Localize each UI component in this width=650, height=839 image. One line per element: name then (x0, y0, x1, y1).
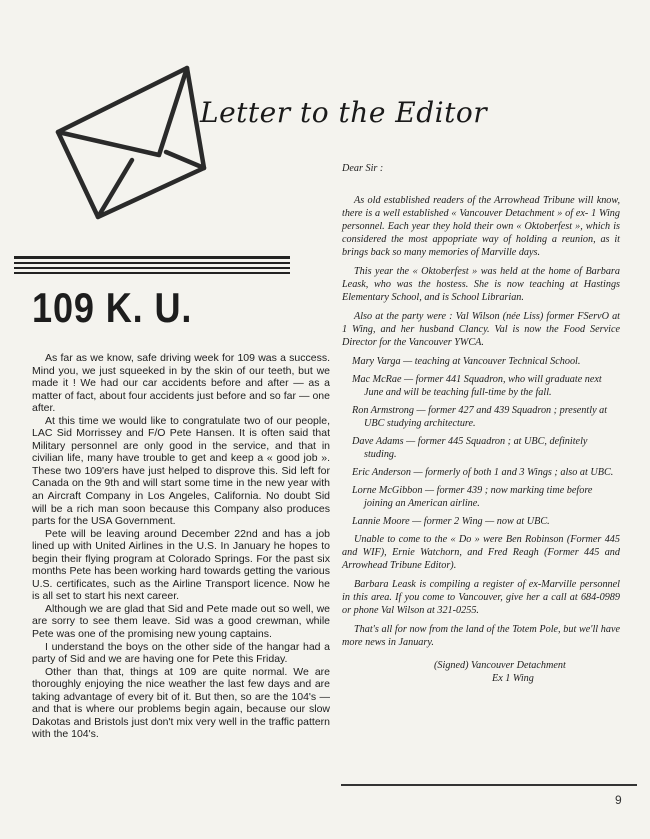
footer-rule (341, 784, 637, 786)
letter-salutation: Dear Sir : (342, 163, 384, 174)
attendee-item: Dave Adams — former 445 Squadron ; at UBC, definitely studing. (352, 436, 588, 460)
page-heading: Letter to the Editor (200, 96, 488, 129)
letter-paragraph: As old established readers of the Arrowhead Tribune will know, there is a well established « Vancouver Detachment » of ex- 1 Wing personnel. Each year they hold their own « Oktoberfest », which is considered the most appopriate way of holding a reunion, as it brings back so many memories of Marville days. (342, 195, 620, 258)
attendee-item: Lorne McGibbon — former 439 ; now marking time before joining an American airline. (352, 485, 593, 509)
attendee-item: Lannie Moore — former 2 Wing — now at UBC. (352, 516, 550, 527)
envelope-illustration (54, 62, 214, 222)
article-body (32, 352, 330, 741)
page-number: 9 (615, 793, 622, 807)
article-paragraph: Pete will be leaving around December 22nd and has a job lined up with United Airlines in the U.S. In January he hopes to begin their flying program at Colorado Springs. For the past six months Pete has been working hard towards getting the various U.S. certificates, such as the Airline Transport licence. Now he is all set to start his next career. (32, 527, 330, 603)
signature-line: (Signed) Vancouver Detachment (434, 660, 566, 671)
signature-line: Ex 1 Wing (492, 673, 534, 684)
letter-paragraph: This year the « Oktoberfest » was held at the home of Barbara Leask, who was the hostess. She is now teaching at Hastings Elementary School, and is School Librarian. (342, 266, 620, 303)
article-paragraph: As far as we know, safe driving week for 109 was a success. Mind you, we just squeeked in by the skin of our teeth, but we made it ! We had our car accidents before and after — as a matter of fact, about four accidents just before and so far — one after. (32, 352, 330, 415)
attendee-item: Mary Varga — teaching at Vancouver Technical School. (352, 356, 581, 367)
article-paragraph: I understand the boys on the other side of the hangar had a party of Sid and we are having one for Pete this Friday. (32, 640, 330, 666)
letter-paragraph: Unable to come to the « Do » were Ben Robinson (Former 445 and WIF), Ernie Watchorn, and Fred Reagh (Former 445 and Arrowhead Tribune Editor). (342, 534, 620, 571)
letter-paragraph: Also at the party were : Val Wilson (née Liss) former FServO at 1 Wing, and her husband Clancy. Val is now the Food Service Director for the Vancouver YWCA. (342, 311, 620, 348)
attendee-item: Mac McRae — former 441 Squadron, who will graduate next June and will be teaching full-time by the fall. (352, 374, 602, 398)
title-rule (14, 256, 290, 277)
letter-paragraph: That's all for now from the land of the Totem Pole, but we'll have more news in January. (342, 624, 620, 648)
attendee-item: Eric Anderson — formerly of both 1 and 3 Wings ; also at UBC. (352, 467, 614, 478)
attendee-item: Ron Armstrong — former 427 and 439 Squadron ; presently at UBC studying architecture. (352, 405, 608, 429)
letter-paragraph: Barbara Leask is compiling a register of ex-Marville personnel in this area. If you come to Vancouver, give her a call at 684-0989 or phone Val Wilson at 321-0255. (342, 579, 620, 616)
article-paragraph: At this time we would like to congratulate two of our people, LAC Sid Morrissey and F/O Pete Hansen. It is often said that Military personnel are only good in the service, and that in civilian life, many have trouble to get and keep a « good job ». These two 109'ers have just helped to disprove this. Sid left for Canada on the 9th and will start some time in the new year with an Aircraft Company in Los Angeles, California. No doubt Sid will be a rich man soon because this Company also produces parts for the USA Government. (32, 414, 330, 528)
article-paragraph: Although we are glad that Sid and Pete made out so well, we are sorry to see them leave. Sid was a good crewman, while Pete was one of the promising new young captains. (32, 602, 330, 641)
article-title: 109 K. U. (32, 284, 193, 331)
letter-body (342, 162, 620, 685)
article-paragraph: Other than that, things at 109 are quite normal. We are thoroughly enjoying the nice weather the last few days and are taking advantage of every bit of it. But then, so are the 104's — and that is where our problems begin again, because our slow Dakotas and Bristols just don't mix very well in the traffic pattern with the 104's. (32, 665, 330, 741)
